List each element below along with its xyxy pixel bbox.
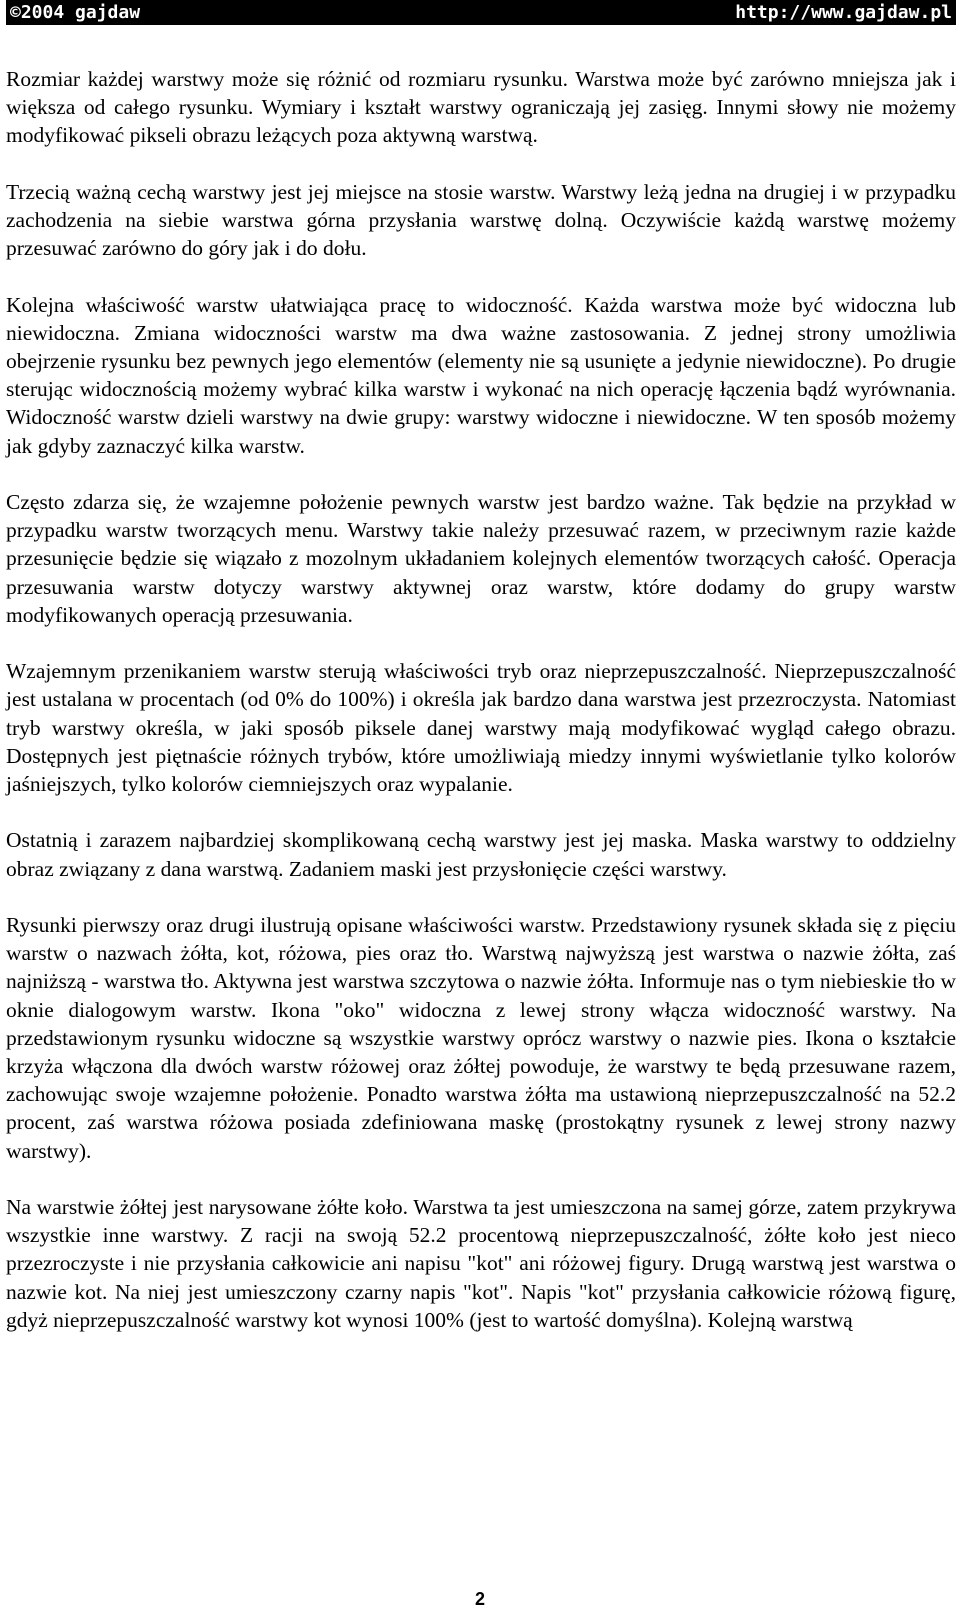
paragraph: Rysunki pierwszy oraz drugi ilustrują opisane właściwości warstw. Przedstawiony rysunek składa się z pięciu warstw o nazwach żółta, kot, różowa, pies oraz tło. Warstwą najwyższą jest warstwa o nazwie żółta, zaś najniższą - warstwa tło. Aktywna jest warstwa szczytowa o nazwie żółta. Informuje nas o tym niebieskie tło w oknie dialogowym warstw. Ikona "oko" widoczna z lewej strony włącza widoczność warstwy. Na przedstawionym rysunku widoczne są wszystkie warstwy oprócz warstwy o nazwie pies. Ikona o kształcie krzyża włączona dla dwóch warstw różowej oraz żółtej powoduje, że warstwy te będą przesuwane razem, zachowując swoje wzajemne położenie. Ponadto warstwa żółta ma ustawioną nieprzepuszczalność na 52.2 procent, zaś warstwa różowa posiada zdefiniowana maskę (prostokątny rysunek z lewej strony nazwy warstwy).	[6, 913, 956, 1163]
paragraph: Wzajemnym przenikaniem warstw sterują właściwości tryb oraz nieprzepuszczalność. Nieprzepuszczalność jest ustalana w procentach (od 0% do 100%) i określa jak bardzo dana warstwa jest przezroczysta. Natomiast tryb warstwy określa, w jaki sposób piksele danej warstwy mają modyfikować wygląd całego obrazu. Dostępnych jest piętnaście różnych trybów, które umożliwiają miedzy innymi wyświetlanie tylko kolorów jaśniejszych, tylko kolorów ciemniejszych oraz wypalanie.	[6, 659, 956, 797]
paragraph: Często zdarza się, że wzajemne położenie pewnych warstw jest bardzo ważne. Tak będzie na przykład w przypadku warstw tworzących menu. Warstwy takie należy przesuwać razem, w przeciwnym razie każde przesunięcie będzie się wiązało z mozolnym układaniem kolejnych elementów tworzących całość. Operacja przesuwania warstw dotyczy warstwy aktywnej oraz warstw, które dodamy do grupy warstw modyfikowanych operacją przesuwania.	[6, 490, 956, 627]
page-header	[6, 0, 956, 25]
website-url: http://www.gajdaw.pl	[735, 2, 952, 23]
paragraph: Kolejna właściwość warstw ułatwiająca pracę to widoczność. Każda warstwa może być widoczna lub niewidoczna. Zmiana widoczności warstw ma dwa ważne zastosowania. Z jednej strony umożliwia obejrzenie rysunku bez pewnych jego elementów (elementy nie są usunięte a jedynie niewidoczne). Po drugie sterując widocznością możemy wybrać kilka warstw i wykonać na nich operację łączenia bądź wyrównania. Widoczność warstw dzieli warstwy na dwie grupy: warstwy widoczne i niewidoczne. W ten sposób możemy jak gdyby zaznaczyć kilka warstw.	[6, 292, 956, 458]
paragraph: Ostatnią i zarazem najbardziej skomplikowaną cechą warstwy jest jej maska. Maska warstwy to oddzielny obraz związany z dana warstwą. Zadaniem maski jest przysłonięcie części warstwy.	[6, 828, 956, 881]
paragraph: Na warstwie żółtej jest narysowane żółte koło. Warstwa ta jest umieszczona na samej górze, zatem przykrywa wszystkie inne warstwy. Z racji na swoją 52.2 procentową nieprzepuszczalność, żółte koło jest nieco przezroczyste i nie przysłania całkowicie ani napisu "kot" ani różowej figury. Drugą warstwą jest warstwa o nazwie kot. Na niej jest umieszczony czarny napis "kot". Napis "kot" przysłania całkowicie różową figurę, gdyż nieprzepuszczalność warstwy kot wynosi 100% (jest to wartość domyślna). Kolejną warstwą	[6, 1195, 956, 1332]
copyright-text: ©2004 gajdaw	[10, 2, 141, 23]
paragraph: Trzecią ważną cechą warstwy jest jej miejsce na stosie warstw. Warstwy leżą jedna na drugiej i w przypadku zachodzenia na siebie warstwa górna przysłania warstwę dolną. Oczywiście każdą warstwę możemy przesuwać zarówno do góry jak i do dołu.	[6, 179, 956, 261]
page-number: 2	[474, 1589, 485, 1609]
paragraph: Rozmiar każdej warstwy może się różnić od rozmiaru rysunku. Warstwa może być zarówno mniejsza jak i większa od całego rysunku. Wymiary i kształt warstwy ograniczają jej zasięg. Innymi słowy nie możemy modyfikować pikseli obrazu leżących poza aktywną warstwą.	[6, 67, 956, 148]
document-body	[6, 65, 956, 1334]
